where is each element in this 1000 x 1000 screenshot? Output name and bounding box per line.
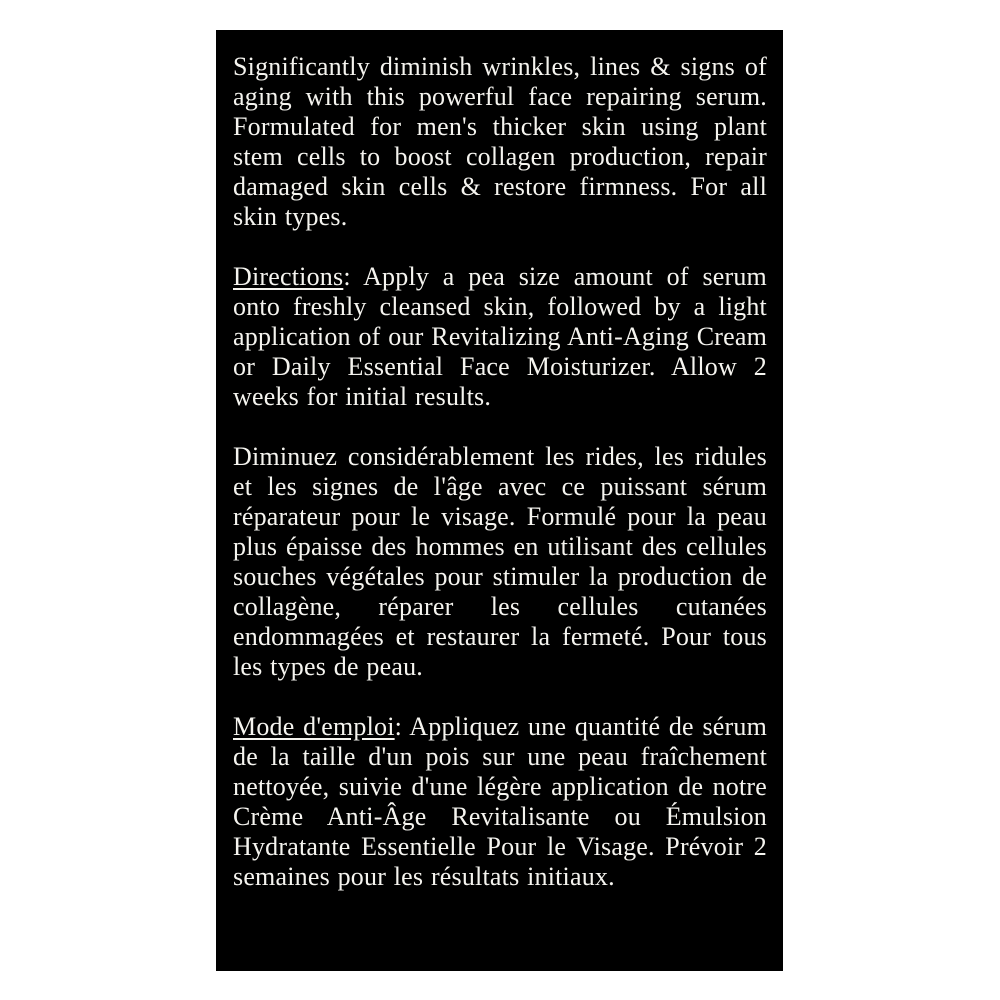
product-label [216,30,783,971]
paragraph-lead: Mode d'emploi [233,712,395,741]
paragraph-text: Appliquez une quantité de sérum de la taille d'un pois sur une peau fraîchement nettoyée, suivie d'une légère application de notre Crème Anti-Âge Revitalisante ou Émulsion Hydratante Essentielle Pour le Visage. Prévoir 2 semaines pour les résultats initiaux. [233,712,767,891]
paragraph-mode-demploi [233,712,767,892]
paragraph-lead-suffix: : [394,712,410,741]
paragraph-directions [233,262,767,412]
paragraph-text: Significantly diminish wrinkles, lines & signs of aging with this powerful face repairing serum. Formulated for men's thicker skin using plant stem cells to boost collagen production, repair damaged skin cells & restore firmness. For all skin types. [233,52,767,231]
paragraph-text: Diminuez considérablement les rides, les ridules et les signes de l'âge avec ce puissant sérum réparateur pour le visage. Formulé pour la peau plus épaisse des hommes en utilisant des cellules souches végétales pour stimuler la production de collagène, réparer les cellules cutanées endommagées et restaurer la fermeté. Pour tous les types de peau. [233,442,767,681]
paragraph-lead-suffix: : [343,262,364,291]
paragraph-english-description [233,52,767,232]
paragraph-lead: Directions [233,262,344,291]
paragraph-text: Apply a pea size amount of serum onto freshly cleansed skin, followed by a light application of our Revitalizing Anti-Aging Cream or Daily Essential Face Moisturizer. Allow 2 weeks for initial results. [233,262,767,411]
paragraph-french-description [233,442,767,682]
